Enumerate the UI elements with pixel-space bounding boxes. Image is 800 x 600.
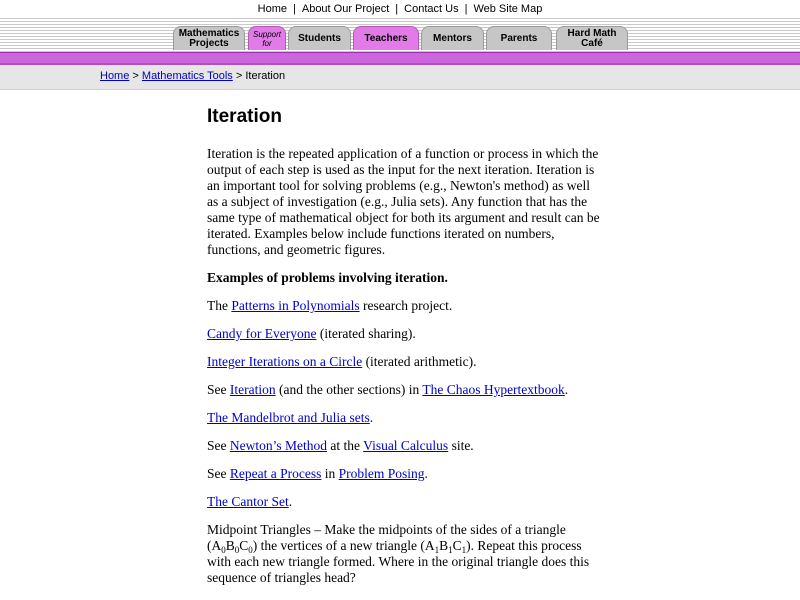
example-text: (iterated arithmetic).	[362, 354, 477, 369]
candy-for-everyone-link[interactable]: Candy for Everyone	[207, 326, 317, 341]
tab-label: Mathematics	[178, 27, 240, 39]
example-text: ). Repeat this process with each new triangle formed. Where in the original triangle does this sequence of triangles head?	[207, 538, 590, 585]
example-item	[207, 494, 602, 510]
example-text: B	[225, 538, 235, 553]
tab-label: for	[262, 38, 272, 48]
subscript: 1	[434, 545, 440, 555]
example-item	[207, 382, 602, 398]
example-text: Midpoint Triangles – Make the midpoints of the sides of a triangle (A	[207, 522, 566, 553]
tab-label: Parents	[500, 32, 538, 44]
problem-posing-link[interactable]: Problem Posing	[338, 466, 425, 481]
page-title: Iteration	[207, 106, 282, 127]
subscript: 0	[221, 545, 226, 555]
about-link[interactable]: About Our Project	[301, 3, 390, 15]
tab-label: Hard Math	[567, 27, 617, 39]
example-item	[207, 298, 602, 314]
intro-paragraph: Iteration is the repeated application of a function or process in which the output of each step is used as the input for the next iteration. Iteration is an important tool for solving problems (e.g., Newton's method) as well as a subject of investigation (e.g., Julia sets). Any function that has the same type of mathematical object for both its argument and result can be iterated. Examples below include functions iterated on numbers, functions, and geometric figures.	[207, 146, 600, 257]
example-text: at the	[327, 438, 364, 453]
example-text: site.	[448, 438, 474, 453]
home-link[interactable]: Home	[257, 3, 287, 15]
breadcrumb-home-link[interactable]: Home	[100, 70, 130, 82]
example-item	[207, 354, 602, 370]
example-text: .	[564, 382, 569, 397]
subscript: 0	[248, 545, 253, 555]
patterns-in-polynomials-link[interactable]: Patterns in Polynomials	[231, 298, 360, 313]
nav-separator: |	[395, 3, 399, 15]
tab-parents[interactable]	[486, 26, 552, 50]
breadcrumb-separator: >	[235, 70, 243, 82]
tab-label: Teachers	[364, 32, 408, 44]
chaos-hypertextbook-link[interactable]: The Chaos Hypertextbook	[422, 382, 565, 397]
example-text: .	[424, 466, 428, 481]
example-text: research project.	[359, 298, 453, 313]
sitemap-link[interactable]: Web Site Map	[473, 3, 543, 15]
example-text: in	[321, 466, 339, 481]
example-text: C	[452, 538, 462, 553]
tab-support-for[interactable]	[248, 26, 286, 50]
tab-label: Projects	[189, 37, 229, 49]
example-text: ) the vertices of a new triangle (A	[252, 538, 435, 553]
breadcrumb-bar	[0, 65, 800, 90]
example-text: .	[369, 410, 374, 425]
tab-mentors[interactable]	[421, 26, 484, 50]
tab-hard-math-cafe[interactable]	[556, 26, 628, 50]
example-text: See	[207, 438, 230, 453]
tab-label: Café	[581, 37, 603, 49]
example-item	[207, 438, 602, 454]
contact-link[interactable]: Contact Us	[404, 3, 459, 15]
tab-students[interactable]	[288, 26, 351, 50]
top-nav	[0, 0, 800, 20]
breadcrumb-current: Iteration	[245, 70, 286, 82]
purple-bar	[0, 52, 800, 63]
tab-mathematics-projects[interactable]	[173, 26, 245, 50]
example-item	[207, 466, 602, 482]
example-text: (and the other sections) in	[275, 382, 423, 397]
repeat-a-process-link[interactable]: Repeat a Process	[229, 466, 322, 481]
midpoint-triangles-paragraph	[207, 522, 602, 586]
nav-separator: |	[464, 3, 468, 15]
breadcrumb	[100, 70, 285, 82]
examples-heading: Examples of problems involving iteration.	[207, 270, 448, 285]
iteration-link[interactable]: Iteration	[229, 382, 276, 397]
newtons-method-link[interactable]: Newton’s Method	[229, 438, 327, 453]
subscript: 1	[461, 545, 467, 555]
tab-label: Students	[298, 32, 341, 44]
tab-teachers[interactable]	[353, 26, 419, 50]
mandelbrot-julia-link[interactable]: The Mandelbrot and Julia sets	[207, 410, 370, 425]
example-text: .	[288, 494, 293, 509]
subscript: 0	[234, 545, 240, 555]
cantor-set-link[interactable]: The Cantor Set	[207, 494, 289, 509]
breadcrumb-tools-link[interactable]: Mathematics Tools	[141, 70, 233, 82]
tab-label: Support	[252, 29, 282, 39]
example-text: See	[207, 382, 230, 397]
breadcrumb-separator: >	[132, 70, 139, 82]
visual-calculus-link[interactable]: Visual Calculus	[363, 438, 449, 453]
example-text: See	[207, 466, 230, 481]
tab-label: Mentors	[433, 32, 472, 44]
subscript: 1	[448, 545, 453, 555]
example-text: (iterated sharing).	[316, 326, 416, 341]
example-item	[207, 326, 602, 342]
main-content	[207, 104, 602, 598]
example-item	[207, 410, 602, 426]
example-text: B	[439, 538, 449, 553]
integer-iterations-link[interactable]: Integer Iterations on a Circle	[207, 354, 363, 369]
nav-separator: |	[293, 3, 296, 15]
example-text: The	[207, 298, 232, 313]
example-text: C	[239, 538, 249, 553]
